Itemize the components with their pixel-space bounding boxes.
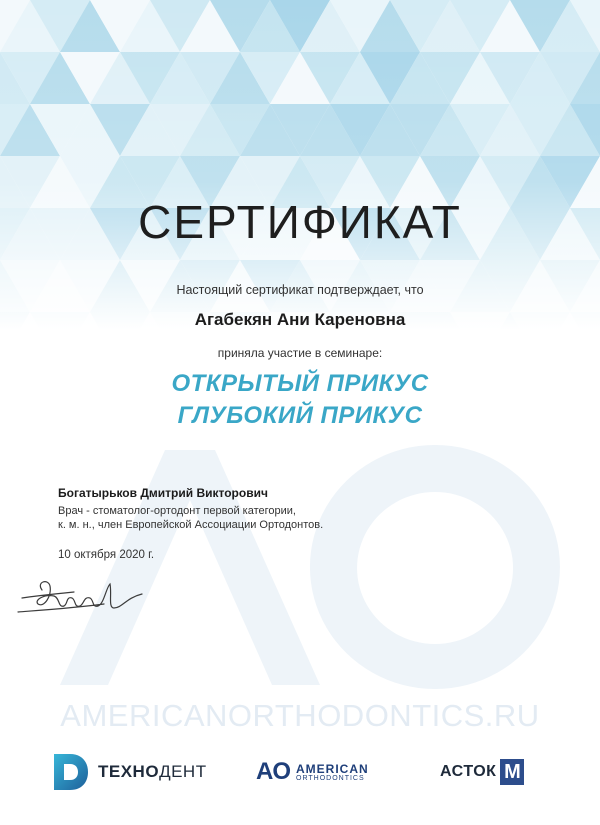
website-watermark: AMERICANORTHODONTICS.RU (60, 698, 540, 733)
astok-logo-text: АСТОК (440, 763, 497, 780)
triangle-pattern-background (0, 0, 600, 330)
ao-logo-line2: ORTHODONTICS (296, 774, 365, 782)
seminar-topic-2: ГЛУБОКИЙ ПРИКУС (177, 402, 423, 429)
technodent-text (98, 762, 207, 782)
certificate-date: 10 октября 2020 г. (58, 549, 155, 561)
certificate-title: СЕРТИФИКАТ (138, 196, 462, 248)
lecturer-name: Богатырьков Дмитрий Викторович (58, 486, 268, 500)
technodent-logo-icon (52, 752, 90, 792)
technodent-logo (52, 752, 207, 792)
technodent-text-rest: ДЕНТ (159, 762, 207, 781)
seminar-topic-1: ОТКРЫТЫЙ ПРИКУС (171, 370, 429, 397)
lecturer-credentials-line2: к. м. н., член Европейской Ассоциации Ортодонтов. (58, 519, 324, 531)
signature-icon (14, 568, 154, 618)
intro-text: Настоящий сертификат подтверждает, что (176, 283, 424, 297)
ao-logo-text (296, 763, 369, 782)
ao-logo-line1: AMERICAN (296, 761, 369, 776)
astok-logo-box: M (500, 759, 524, 785)
recipient-name: Агабекян Ани Кареновна (194, 310, 406, 329)
participation-text: приняла участие в семинаре: (217, 346, 383, 360)
astok-logo (440, 752, 524, 792)
lecturer-credentials-line1: Врач - стоматолог-ортодонт первой категории, (58, 505, 296, 517)
technodent-text-bold: ТЕХНО (98, 762, 160, 781)
american-orthodontics-logo (256, 752, 369, 792)
ao-watermark (40, 440, 560, 690)
ao-logo-mark: AO (256, 758, 290, 785)
